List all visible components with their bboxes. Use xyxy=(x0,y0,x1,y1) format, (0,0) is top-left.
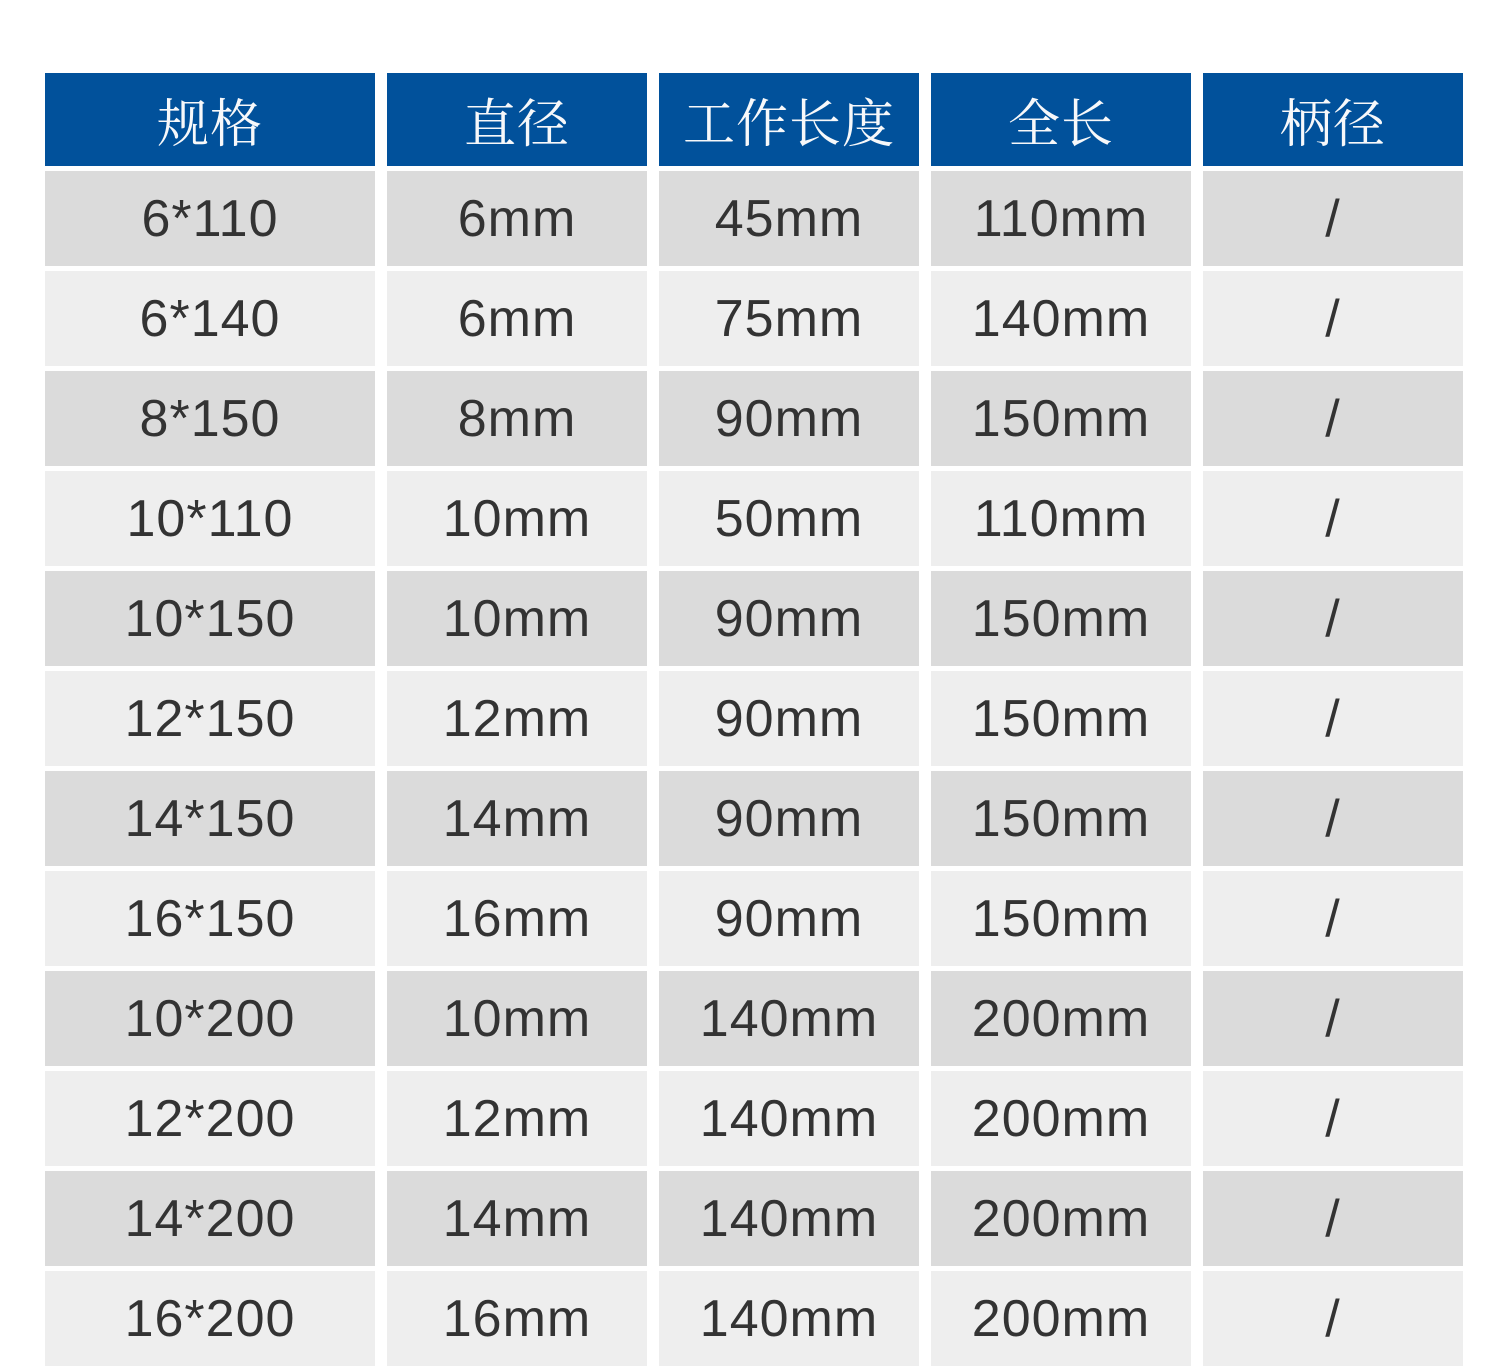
cell-shank-diameter: / xyxy=(1203,571,1463,666)
cell-shank-diameter: / xyxy=(1203,871,1463,966)
cell-spec: 14*200 xyxy=(45,1171,375,1266)
cell-spec: 12*150 xyxy=(45,671,375,766)
cell-total-length: 200mm xyxy=(931,1271,1191,1366)
cell-total-length: 200mm xyxy=(931,971,1191,1066)
cell-shank-diameter: / xyxy=(1203,1271,1463,1366)
cell-diameter: 8mm xyxy=(387,371,647,466)
cell-spec: 16*150 xyxy=(45,871,375,966)
cell-spec: 12*200 xyxy=(45,1071,375,1166)
cell-working-length: 45mm xyxy=(659,171,919,266)
cell-spec: 10*200 xyxy=(45,971,375,1066)
cell-working-length: 90mm xyxy=(659,571,919,666)
header-cell-diameter: 直径 xyxy=(387,73,647,166)
cell-total-length: 110mm xyxy=(931,471,1191,566)
cell-shank-diameter: / xyxy=(1203,271,1463,366)
cell-total-length: 150mm xyxy=(931,671,1191,766)
cell-working-length: 140mm xyxy=(659,1271,919,1366)
cell-working-length: 90mm xyxy=(659,371,919,466)
cell-diameter: 6mm xyxy=(387,271,647,366)
cell-diameter: 14mm xyxy=(387,771,647,866)
cell-shank-diameter: / xyxy=(1203,771,1463,866)
cell-total-length: 200mm xyxy=(931,1071,1191,1166)
cell-spec: 6*110 xyxy=(45,171,375,266)
cell-total-length: 150mm xyxy=(931,871,1191,966)
table-row xyxy=(45,1071,1463,1166)
cell-shank-diameter: / xyxy=(1203,971,1463,1066)
header-cell-shank-diameter: 柄径 xyxy=(1203,73,1463,166)
cell-spec: 10*110 xyxy=(45,471,375,566)
specification-table xyxy=(45,73,1463,1366)
cell-working-length: 140mm xyxy=(659,1171,919,1266)
table-row xyxy=(45,1271,1463,1366)
cell-diameter: 10mm xyxy=(387,571,647,666)
cell-shank-diameter: / xyxy=(1203,171,1463,266)
cell-shank-diameter: / xyxy=(1203,471,1463,566)
table-row xyxy=(45,171,1463,266)
cell-working-length: 140mm xyxy=(659,1071,919,1166)
cell-total-length: 110mm xyxy=(931,171,1191,266)
cell-total-length: 150mm xyxy=(931,571,1191,666)
cell-shank-diameter: / xyxy=(1203,1071,1463,1166)
table-row xyxy=(45,971,1463,1066)
table-row xyxy=(45,871,1463,966)
table-row xyxy=(45,271,1463,366)
header-cell-total-length: 全长 xyxy=(931,73,1191,166)
cell-diameter: 12mm xyxy=(387,1071,647,1166)
cell-diameter: 14mm xyxy=(387,1171,647,1266)
cell-diameter: 6mm xyxy=(387,171,647,266)
cell-working-length: 90mm xyxy=(659,771,919,866)
cell-shank-diameter: / xyxy=(1203,671,1463,766)
cell-working-length: 50mm xyxy=(659,471,919,566)
cell-spec: 8*150 xyxy=(45,371,375,466)
table-row xyxy=(45,371,1463,466)
cell-diameter: 16mm xyxy=(387,1271,647,1366)
cell-spec: 14*150 xyxy=(45,771,375,866)
cell-working-length: 140mm xyxy=(659,971,919,1066)
cell-diameter: 10mm xyxy=(387,971,647,1066)
table-row xyxy=(45,1171,1463,1266)
table-row xyxy=(45,671,1463,766)
cell-shank-diameter: / xyxy=(1203,1171,1463,1266)
cell-total-length: 150mm xyxy=(931,371,1191,466)
cell-working-length: 75mm xyxy=(659,271,919,366)
table-row xyxy=(45,771,1463,866)
cell-total-length: 140mm xyxy=(931,271,1191,366)
cell-spec: 16*200 xyxy=(45,1271,375,1366)
cell-diameter: 10mm xyxy=(387,471,647,566)
cell-diameter: 12mm xyxy=(387,671,647,766)
header-cell-spec: 规格 xyxy=(45,73,375,166)
cell-working-length: 90mm xyxy=(659,871,919,966)
cell-total-length: 150mm xyxy=(931,771,1191,866)
table-row xyxy=(45,471,1463,566)
cell-spec: 6*140 xyxy=(45,271,375,366)
cell-diameter: 16mm xyxy=(387,871,647,966)
cell-shank-diameter: / xyxy=(1203,371,1463,466)
table-row xyxy=(45,571,1463,666)
header-cell-working-length: 工作长度 xyxy=(659,73,919,166)
cell-working-length: 90mm xyxy=(659,671,919,766)
cell-total-length: 200mm xyxy=(931,1171,1191,1266)
cell-spec: 10*150 xyxy=(45,571,375,666)
table-header-row xyxy=(45,73,1463,166)
